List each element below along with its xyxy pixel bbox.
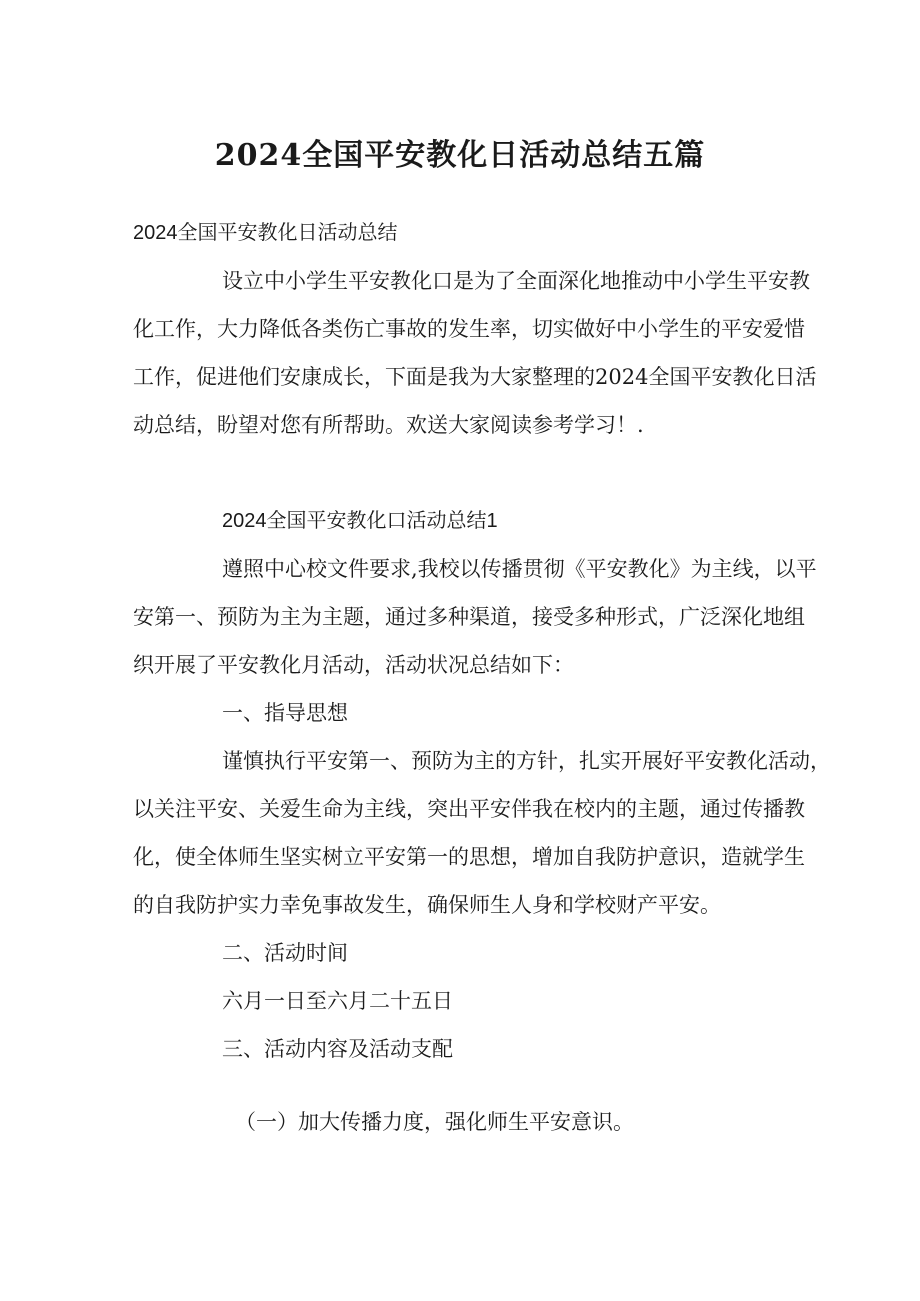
sub-item-one: （一）加大传播力度，强化师生平安意识。 bbox=[235, 1110, 634, 1134]
intro-line-2: 化工作，大力降低各类伤亡事故的发生率，切实做好中小学生的平安爱惜 bbox=[133, 317, 805, 341]
para2-line-4: 的自我防护实力幸免事故发生，确保师生人身和学校财产平安。 bbox=[133, 893, 721, 917]
para2-line-3: 化，使全体师生坚实树立平安第一的思想，增加自我防护意识，造就学生 bbox=[133, 845, 805, 869]
para2-line-1: 谨慎执行平安第一、预防为主的方针，扎实开展好平安教化活动， bbox=[222, 749, 831, 773]
para1-line-3: 织开展了平安教化月活动，活动状况总结如下： bbox=[133, 653, 574, 677]
activity-time-text: 六月一日至六月二十五日 bbox=[222, 989, 453, 1013]
heading-activity-content: 三、活动内容及活动支配 bbox=[222, 1037, 453, 1061]
heading-activity-time: 二、活动时间 bbox=[222, 941, 348, 965]
heading-guiding-thought: 一、指导思想 bbox=[222, 701, 348, 725]
para1-line-2: 安第一、预防为主为主题，通过多种渠道，接受多种形式，广泛深化地组 bbox=[133, 605, 805, 629]
intro-line-4: 动总结，盼望对您有所帮助。欢送大家阅读参考学习！. bbox=[133, 413, 644, 437]
para2-line-2: 以关注平安、关爱生命为主线，突出平安伴我在校内的主题，通过传播教 bbox=[133, 797, 805, 821]
intro-line-3: 工作，促进他们安康成长，下面是我为大家整理的2024全国平安教化日活 bbox=[133, 365, 817, 389]
section-heading: 2024全国平安教化口活动总结1 bbox=[222, 510, 498, 532]
intro-line-1: 设立中小学生平安教化口是为了全面深化地推动中小学生平安教 bbox=[222, 269, 810, 293]
para1-line-1: 遵照中心校文件要求,我校以传播贯彻《平安教化》为主线，以平 bbox=[222, 557, 817, 581]
document-subtitle: 2024全国平安教化日活动总结 bbox=[133, 222, 398, 244]
document-title: 2024全国平安教化日活动总结五篇 bbox=[214, 138, 706, 173]
